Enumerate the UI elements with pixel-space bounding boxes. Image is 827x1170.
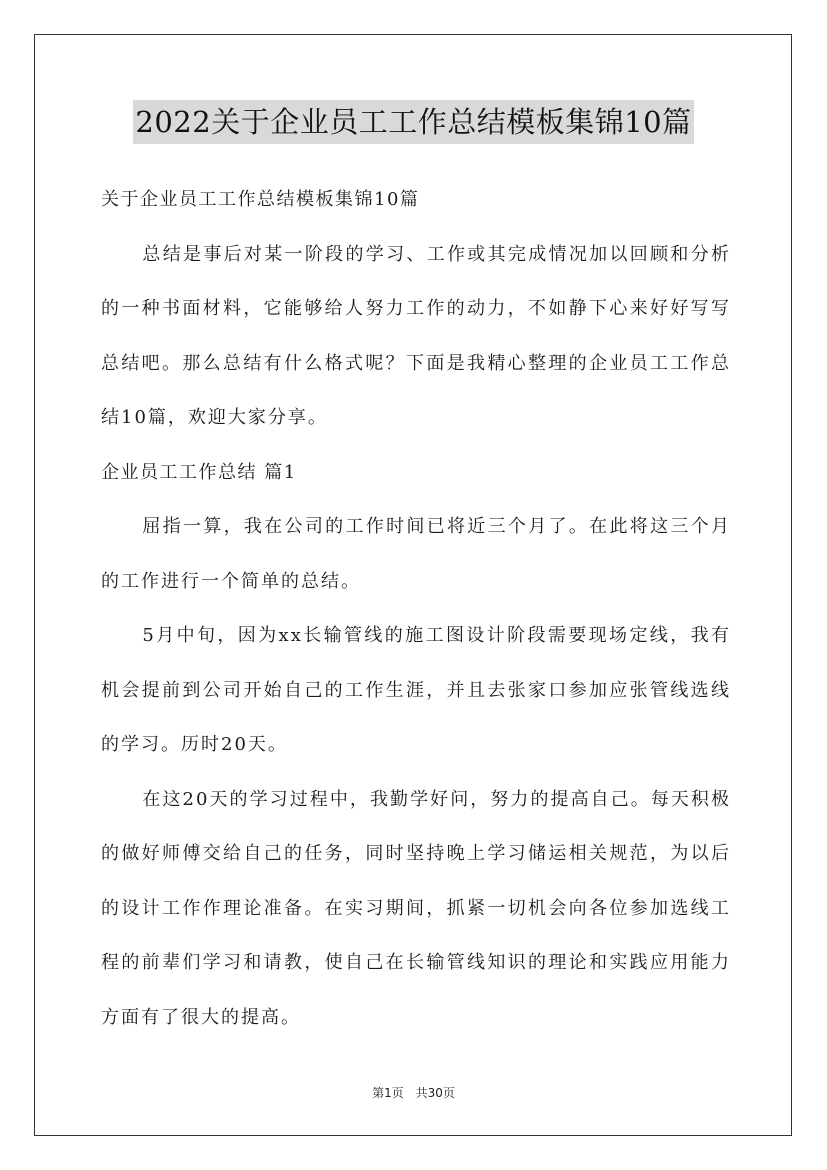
document-body (101, 173, 731, 1045)
document-subtitle: 关于企业员工工作总结模板集锦10篇 (101, 189, 420, 210)
page-total: 共30页 (415, 1086, 455, 1100)
page-footer (0, 1084, 827, 1101)
page-number: 第1页 (372, 1086, 404, 1100)
title-container (0, 100, 827, 144)
document-title: 2022关于企业员工工作总结模板集锦10篇 (133, 100, 693, 144)
body-paragraph-3: 在这20天的学习过程中，我勤学好问，努力的提高自己。每天积极的做好师傅交给自己的任务，同时坚持晚上学习储运相关规范，为以后的设计工作作理论准备。在实习期间，抓紧一切机会向各位参加选线工程的前辈们学习和请教，使自己在长输管线知识的理论和实践应用能力方面有了很大的提高。 (101, 788, 731, 1028)
body-paragraph-1: 屈指一算，我在公司的工作时间已将近三个月了。在此将这三个月的工作进行一个简单的总结。 (101, 516, 731, 592)
body-paragraph-2: 5月中旬，因为xx长输管线的施工图设计阶段需要现场定线，我有机会提前到公司开始自己的工作生涯，并且去张家口参加应张管线选线的学习。历时20天。 (101, 625, 731, 755)
intro-paragraph: 总结是事后对某一阶段的学习、工作或其完成情况加以回顾和分析的一种书面材料，它能够给人努力工作的动力，不如静下心来好好写写总结吧。那么总结有什么格式呢？下面是我精心整理的企业员工工作总结10篇，欢迎大家分享。 (101, 243, 731, 428)
section-heading: 企业员工工作总结 篇1 (101, 461, 297, 483)
